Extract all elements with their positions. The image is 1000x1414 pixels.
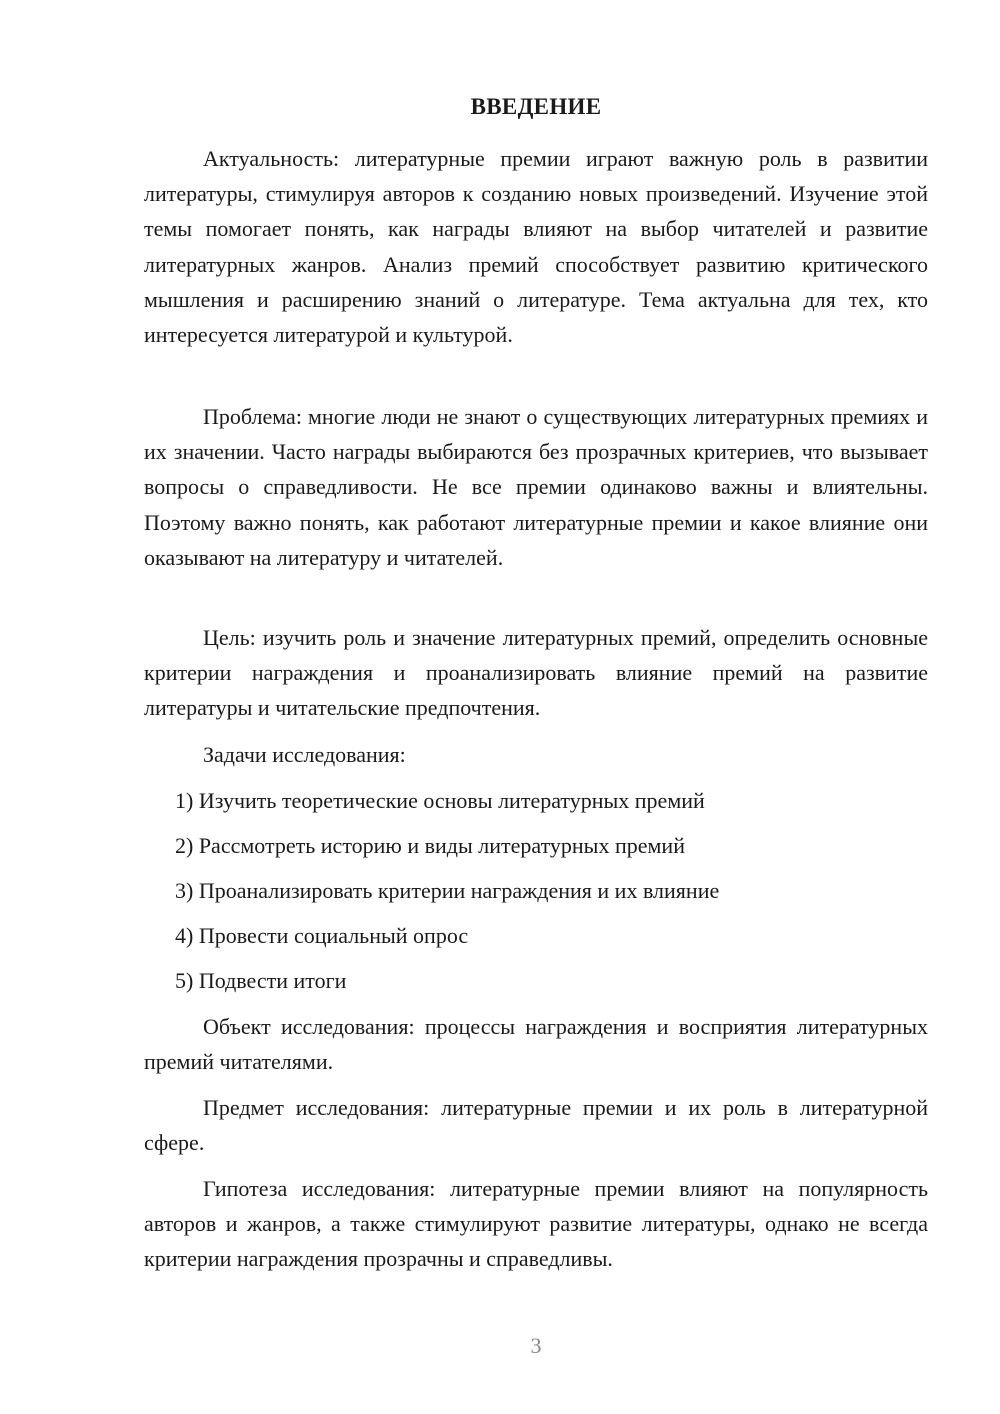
subject-paragraph: Предмет исследования: литературные премии и их роль в литературной сфере. [144,1095,928,1156]
page-number: 3 [530,1333,542,1358]
list-item: 1) Изучить теоретические основы литературных премий [175,788,705,813]
list-item: 3) Проанализировать критерии награждения и их влияние [175,878,720,903]
problem-paragraph: Проблема: многие люди не знают о существующих литературных премиях и их значении. Часто награды выбираются без прозрачных критериев, что вызывает вопросы о справедливости. Не все премии одинаково важны и влиятельны. Поэтому важно понять, как работают литературные премии и какое влияние они оказывают на литературу и читателей. [144,404,928,570]
tasks-heading: Задачи исследования: [203,742,406,767]
list-item: 2) Рассмотреть историю и виды литературных премий [175,833,685,858]
hypothesis-paragraph: Гипотеза исследования: литературные премии влияют на популярность авторов и жанров, а также стимулируют развитие литературы, однако не всегда критерии награждения прозрачны и справедливы. [144,1176,928,1272]
goal-paragraph: Цель: изучить роль и значение литературных премий, определить основные критерии награждения и проанализировать влияние премий на развитие литературы и читательские предпочтения. [144,625,928,721]
list-item: 5) Подвести итоги [175,968,347,993]
relevance-paragraph: Актуальность: литературные премии играют важную роль в развитии литературы, стимулируя авторов к созданию новых произведений. Изучение этой темы помогает понять, как награды влияют на выбор читателей и развитие литературных жанров. Анализ премий способствует развитию критического мышления и расширению знаний о литературе. Тема актуальна для тех, кто интересуется литературой и культурой. [144,146,928,348]
object-paragraph: Объект исследования: процессы награждения и восприятия литературных премий читателями. [144,1014,928,1075]
page-title: ВВЕДЕНИЕ [470,94,602,119]
list-item: 4) Провести социальный опрос [175,923,469,948]
